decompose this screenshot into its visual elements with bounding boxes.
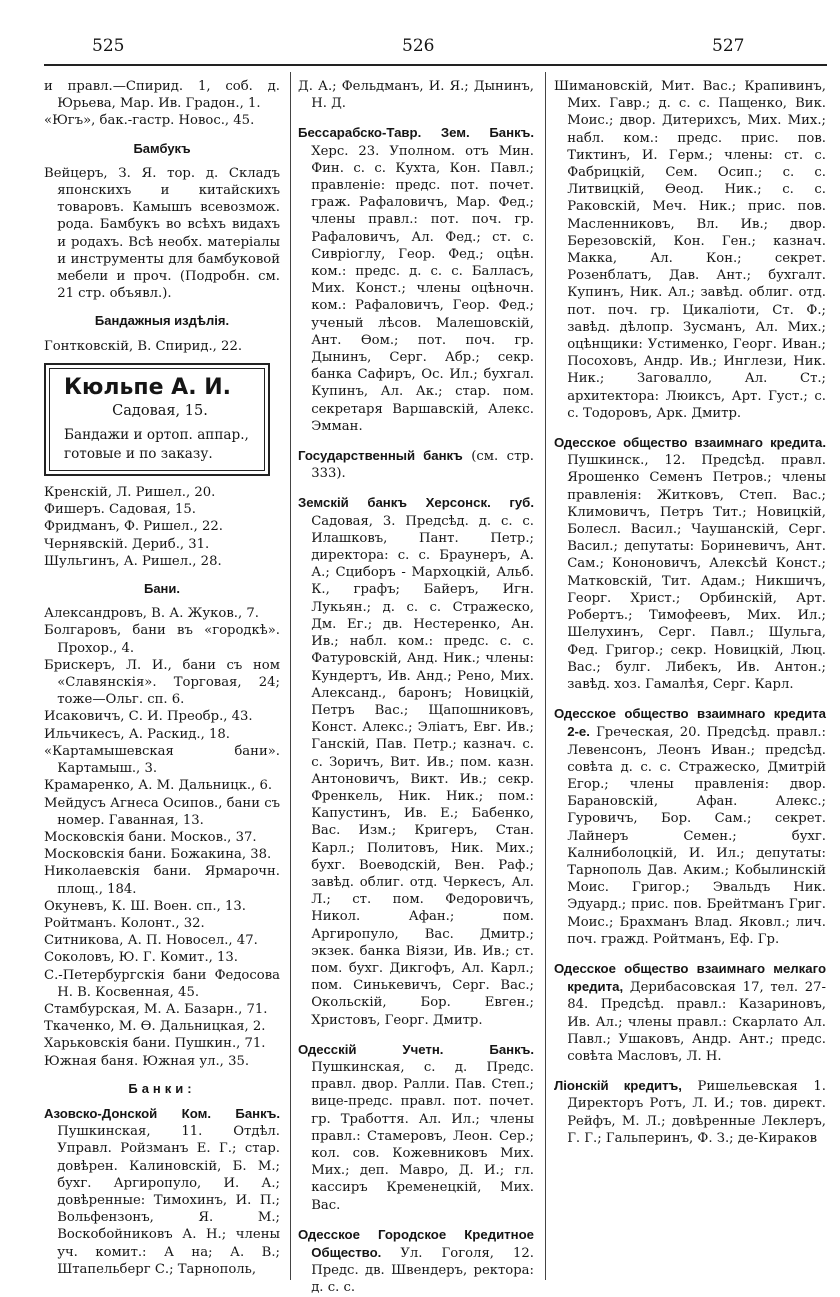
section-heading: Бани. [143,581,181,597]
entry: Южная баня. Южная ул., 35. [44,1053,250,1069]
entry: Шимановскій, Мит. Вас.; Крапивинъ, Мих. Гавр.; д. с. с. Пащенко, Вик. Моис.; двор. Дитерихсъ, Мих. Мих.; набл. ком.: предс. прис. пов. Тиктинъ, И. Герм.; члены: ст. с. Фабрицкій, Сем. Осип.; с. с. Литвицкій, Ѳеод. Ник.; с. с. Раковскій, Меч. Ник.; прис. пов. Масленниковъ, Вл. Ив.; двор. Березовскій, Кон. Ген.; казнач. Макка, Ал. Кон.; секрет. Розенблатъ, Дав. Ант.; бухгалт. Купинъ, Ник. Ал.; завѣд. облиг. отд. пот. поч. гр. Цикаліоти, Ст. Ф.; завѣд. дѣлопр. Зусманъ, Ал. Мих.; оцѣнщики: Устименко, Георг. Иван.; Посоховъ, Андр. Ив.; Инглези, Ник. Ник.; Заговалло, Ал. Ст.; архитектора: Люиксъ, Арт. Густ.; с. с. Тодоровъ, Арк. Дмитр. [554,79,826,421]
entry-name: Одесское общество взаимнаго кредита. [554,435,826,451]
column-divider [545,72,546,1280]
entry: Александровъ, В. А. Жуков., 7. [44,606,259,622]
ad-address: Садовая, 15. [112,402,208,419]
entry: «Картамышевская бани». Картамыш., 3. [44,743,280,777]
entry: Фишеръ. Садовая, 15. [44,502,196,518]
section-heading: Банки: [128,1080,196,1096]
entry: Московскія бани. Божакина, 38. [44,847,272,863]
section-heading: Бандажныя издѣлія. [94,313,230,329]
entry: Брискеръ, Л. И., бани съ ном «Славянскія». Торговая, 24; тоже—Ольг. сп. 6. [44,657,280,708]
entry-name: Бессарабско-Тавр. Зем. Банкъ. [298,125,534,141]
entry [298,447,534,482]
ad-text: Бандажи и ортоп. аппар., готовые и по заказу. [64,427,249,463]
entry: Ильчикесъ, А. Раскид., 18. [44,726,230,742]
entry: Вейцеръ, З. Я. тор. д. Складъ японскихъ и китайскихъ товаровъ. Камышъ всевозмож. рода. Бамбукъ во всѣхъ видахъ и родахъ. Всѣ необх. матеріалы и инструменты для бамбуковой мебели и проч. (Подробн. см. 21 стр. объявл.). [44,165,280,302]
page-number-right: 527 [712,36,745,56]
entry-text: Ришельевская 1. Директоръ Ротъ, Л. И.; тов. директ. Рейфъ, М. Л.; довѣренные Леклеръ, Г. Г.; Гальперинъ, Ф. З.; де-Кираков [567,1079,826,1146]
column-left [44,78,280,1278]
entry: Чернявскій. Дериб., 31. [44,536,210,552]
entry: Болгаровъ, бани въ «городкѣ». Прохор., 4. [44,623,280,656]
header-rule [44,64,827,66]
entry-text: Херс. 23. Уполном. отъ Мин. Фин. с. с. Кухта, Кон. Павл.; правленіе: предс. пот. почет. граж. Рафаловичъ, Мар. Фед.; члены правл.: пот. поч. гр. Рафаловичъ, Ал. Фед.; ст. с. Сивріоглу, Геор. Фед.; оцѣн. ком.: предс. д. с. с. Балласъ, Мих. Конст.; члены оцѣночн. ком.: Рафаловичъ, Геор. Фед.; ученый лѣсов. Малешовскій, Ант. Ѳом.; пот. поч. гр. Дынинъ, Серг. Абр.; секр. банка Сафиръ, Ос. Ил.; бухгал. Купинъ, Ал. Ак.; стар. пом. секретаря Варшавскій, Алекс. Эмман. [311,143,534,434]
column-center [298,78,534,1297]
entry [298,1041,534,1214]
entry [554,960,826,1065]
entry-text: Греческая, 20. Предсѣд. правл.: Левенсонъ, Леонъ Иван.; предсѣд. совѣта д. с. с. Стражеско, Дмитрій Егор.; члены правленія: двор. Барановскій, Афан. Алекс.; Гуровичъ, Бор. Сам.; секрет. Лайнеръ Семен.; бухг. Калниболоцкій, И. Ил.; депутаты: Тарнополь Дав. Аким.; Кобылинскій Моис. Григор.; Эвальдъ Ник. Эдуард.; прис. пов. Брейтманъ Григ. Моис.; Брахманъ Влад. Яковл.; лич. поч. гражд. Ройтманъ, Еф. Гр. [567,725,826,947]
entry [554,705,826,948]
entry: Ройтманъ. Колонт., 32. [44,915,205,931]
entry: С.-Петербургскія бани Федосова Н. В. Косвенная, 45. [44,967,280,1000]
entry: Фридманъ, Ф. Ришел., 22. [44,519,223,535]
entry [298,124,534,435]
entry: Кренскій, Л. Ришел., 20. [44,485,216,501]
entry-name: Одесское общество взаимнаго кредита 2-е. [554,706,826,740]
entry: «Югъ», бак.-гастр. Новос., 45. [44,113,255,129]
entry [554,1077,826,1147]
entry: Окуневъ, К. Ш. Воен. сп., 13. [44,898,246,914]
entry-name: Земскій банкъ Херсонск. губ. [298,495,534,511]
entry-text: Садовая, 3. Предсѣд. д. с. с. Илашковъ, Пант. Петр.; директора: с. с. Браунеръ, А. А.; Сциборъ - Мархоцкій, Альб. К., графъ; Байеръ, Игн. Лукьян.; д. с. с. Стражеско, Дм. Ег.; дв. Нестеренко, Ан. Ив.; набл. ком.: предс. с. с. Фатуровскій, Анд. Ник.; члены: Кундертъ, Ив. Анд.; Рено, Мих. Александ., баронъ; Новицкій, Петръ Вас.; Щапошниковъ, Конст. Алекс.; Элiатъ, Евг. Ив.; Ганскій, Пав. Петр.; казнач. с. с. Зоричъ, Вит. Ив.; пом. казн. Антоновичъ, Викт. Ив.; секр. Френкель, Ник. Ник.; пом.: Капустинъ, Ив. Е.; Бабенко, Вас. Изм.; Кригеръ, Стан. Карл.; Политовъ, Ник. Мих.; бухг. Воеводскій, Вен. Раф.; завѣд. облиг. отд. Черкесъ, Ал. Л.; ст. пом. Федоровичъ, Никол. Афан.; пом. Аргиропуло, Вас. Дмитр.; экзек. банка Віязи, Ив. Ив.; ст. пом. бухг. Дикгофъ, Ал. Карл.; пом. Синькевичъ, Серг. Вас.; Окольскій, Бор. Евген.; Христовъ, Георг. Дмитр. [311,513,534,1028]
entry [298,494,534,1028]
entry: Николаевскія бани. Ярмарочн. площ., 184. [44,864,280,897]
entry-text: Пушкинская, 11. Отдѣл. Управл. Ройзманъ Е. Г.; стар. довѣрен. Калиновскій, Б. М.; бухг. Аргиропуло, И. А.; довѣренные: Тимохинъ, И. П.; Вольфензонъ, Я. М.; Воскобойниковъ А. Н.; члены уч. комит.: А на; А. В.; Штапельберг С.; Тарнополь, [57,1124,280,1277]
entry [298,1226,534,1297]
entry-name: Ліонскій кредитъ, [554,1078,682,1094]
entry-name: Государственный банкъ [298,448,463,464]
section-heading: Бамбукъ [133,140,191,156]
entry: Крамаренко, А. М. Дальницк., 6. [44,778,273,794]
entry: Ситникова, А. П. Новосел., 47. [44,933,258,949]
entry: Шульгинъ, А. Ришел., 28. [44,553,222,569]
entry-name: Одесскій Учетн. Банкъ. [298,1041,534,1057]
entry [44,1105,280,1278]
entry-name: Одесское Городское Кредитное Общество. [298,1226,534,1260]
entry: Д. А.; Фельдманъ, И. Я.; Дынинъ, Н. Д. [298,79,534,112]
advertisement-box [44,363,270,476]
entry [554,434,826,693]
entry: и правл.—Спирид. 1, соб. д. Юрьева, Мар. Ив. Градон., 1. [44,79,280,112]
entry-text: Пушкинская, с. д. Предс. правл. двор. Ралли. Пав. Степ.; вице-предс. правл. пот. почет. гр. Тработтя. Ал. Ил.; члены правл.: Стамеровъ, Леон. Сер.; кол. сов. Кожевниковъ Мих. Мих.; деп. Мавро, Д. И.; гл. кассиръ Кременецкій, Мих. Вас. [311,1059,534,1213]
entry: Исаковичъ, С. И. Преобр., 43. [44,709,253,725]
entry: Гонтковскій, В. Спирид., 22. [44,338,243,354]
entry: Московскія бани. Москов., 37. [44,829,257,845]
entry: Ткаченко, М. Ѳ. Дальницкая, 2. [44,1019,266,1035]
entry: Стамбурская, М. А. Базарн., 71. [44,1001,268,1017]
entry: Мейдусъ Агнеса Осипов., бани съ номер. Гаванная, 13. [44,795,280,828]
entry-name: Одесское общество взаимнаго мелкаго кредита, [554,960,826,995]
entry-text: Ул. Гоголя, 12. Предс. дв. Швендеръ, ректора: д. с. с. [311,1246,534,1296]
page-number-left: 525 [92,36,125,56]
ad-title: Кюльпе А. И. [64,374,231,400]
entry: Харьковскія бани. Пушкин., 71. [44,1036,266,1052]
column-right [554,78,826,1147]
entry-text: (см. стр. 333). [311,449,534,482]
entry: Соколовъ, Ю. Г. Комит., 13. [44,950,239,966]
entry-name: Азовско-Донской Ком. Банкъ. [44,1105,280,1121]
entry-text: Пушкинск., 12. Предсѣд. правл. Ярошенко Семенъ Петров.; члены правленія: Житковъ, Степ. Вас.; Климовичъ, Петръ Тит.; Новицкій, Болесл. Васил.; Чаушанскій, Серг. Васил.; депутаты: Бориневичъ, Ант. Сам.; Кононовичъ, Алексѣй Конст.; Матковскій, Тит. Адам.; Никшичъ, Георг. Христ.; Орбинскій, Арт. Робертъ.; Тимофеевъ, Мих. Ил.; Шелухинъ, Серг. Павл.; Шульга, Фед. Григор.; секр. Новицкій, Люц. Вас.; булг. Либекъ, Ив. Антон.; завѣд. хоз. Гамалѣя, Серг. Карл. [567,453,826,692]
page-number-center: 526 [402,36,435,56]
column-divider [290,72,291,1280]
entry-text: Дерибасовская 17, тел. 27-84. Предсѣд. правл.: Казариновъ, Ив. Ал.; члены правл.: Скарлато Ал. Павл.; Ушаковъ, Андр. Ант.; предс. совѣта Масловъ, Л. Н. [567,980,826,1064]
